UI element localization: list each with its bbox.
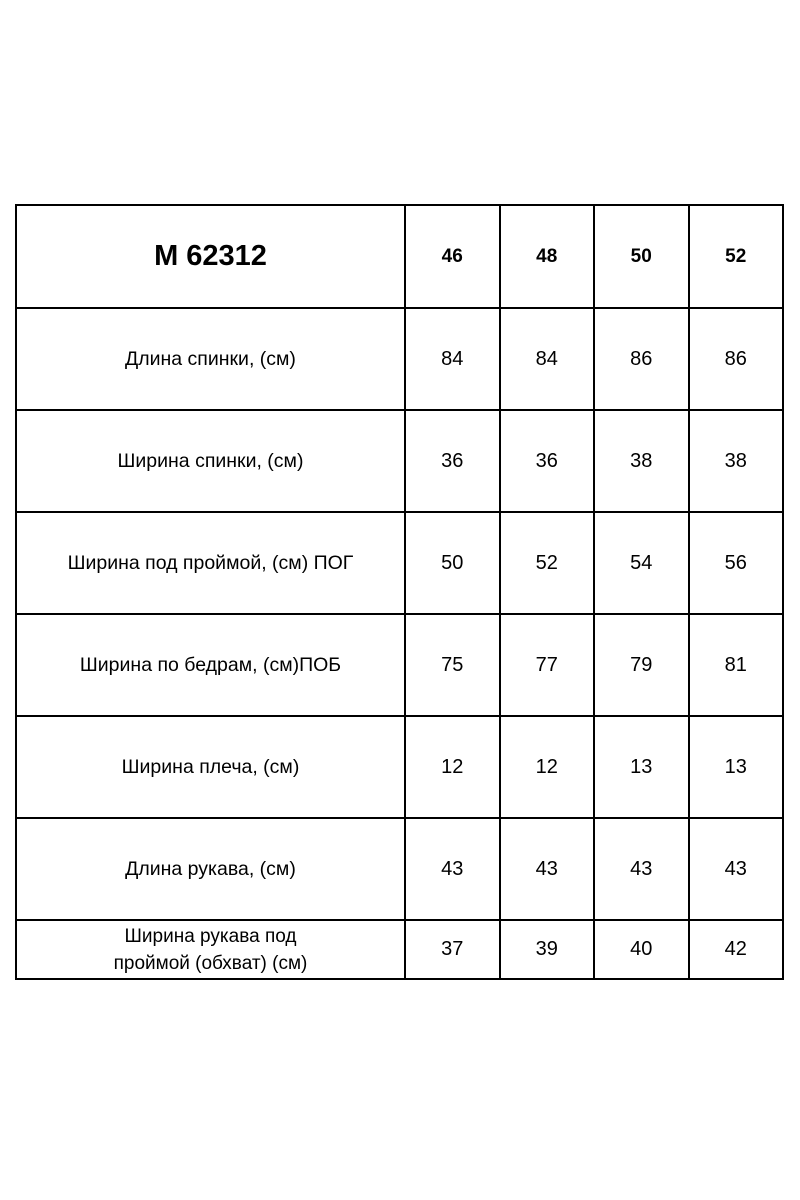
measure-value: 38 xyxy=(630,449,653,472)
measure-value: 86 xyxy=(724,347,747,370)
value-cell xyxy=(500,512,595,614)
measure-value: 43 xyxy=(630,857,653,880)
measure-value: 56 xyxy=(724,551,747,574)
measure-value: 84 xyxy=(535,347,558,370)
value-cell xyxy=(405,818,500,920)
size-header: 52 xyxy=(725,245,747,267)
measure-label: Ширина плеча, (см) xyxy=(121,755,300,778)
value-cell xyxy=(594,716,689,818)
value-cell xyxy=(500,410,595,512)
measure-label: Длина рукава, (см) xyxy=(125,857,296,880)
value-cell xyxy=(405,308,500,410)
value-cell xyxy=(689,308,784,410)
measure-label-cell xyxy=(16,920,405,979)
value-cell xyxy=(689,614,784,716)
value-cell xyxy=(500,818,595,920)
table-row xyxy=(16,818,783,920)
value-cell xyxy=(594,818,689,920)
measure-value: 36 xyxy=(535,449,558,472)
measure-value: 37 xyxy=(441,938,464,960)
value-cell xyxy=(405,716,500,818)
value-cell xyxy=(689,512,784,614)
table-row xyxy=(16,308,783,410)
measure-value: 36 xyxy=(441,449,464,472)
measure-value: 13 xyxy=(630,755,653,778)
measure-value: 12 xyxy=(441,755,464,778)
table-row xyxy=(16,512,783,614)
size-header-cell xyxy=(689,205,784,308)
value-cell xyxy=(500,614,595,716)
measure-label: Ширина под проймой, (см) ПОГ xyxy=(67,551,354,574)
measure-value: 79 xyxy=(630,653,653,676)
size-header-cell xyxy=(500,205,595,308)
model-title-cell xyxy=(16,205,405,308)
measure-value: 75 xyxy=(441,653,464,676)
table-row xyxy=(16,920,783,979)
value-cell xyxy=(405,920,500,979)
measure-label-line: Ширина рукава под xyxy=(124,925,297,947)
measure-label-cell xyxy=(16,614,405,716)
value-cell xyxy=(594,614,689,716)
value-cell xyxy=(689,716,784,818)
measure-value: 39 xyxy=(535,938,558,960)
measure-value: 43 xyxy=(724,857,747,880)
measure-label-cell xyxy=(16,716,405,818)
measure-value: 13 xyxy=(724,755,747,778)
measure-label: Ширина по бедрам, (см)ПОБ xyxy=(79,653,342,676)
size-header-cell xyxy=(405,205,500,308)
value-cell xyxy=(689,920,784,979)
value-cell xyxy=(689,410,784,512)
size-header-cell xyxy=(594,205,689,308)
size-chart-table xyxy=(15,204,784,980)
measure-label-cell xyxy=(16,308,405,410)
measure-value: 40 xyxy=(630,938,653,960)
measure-value: 42 xyxy=(724,938,747,960)
measure-label: Длина спинки, (см) xyxy=(125,347,296,370)
value-cell xyxy=(594,920,689,979)
measure-label: Ширина спинки, (см) xyxy=(117,449,304,472)
size-header: 46 xyxy=(441,245,463,267)
value-cell xyxy=(594,512,689,614)
measure-value: 52 xyxy=(535,551,558,574)
value-cell xyxy=(500,308,595,410)
measure-value: 50 xyxy=(441,551,464,574)
size-header: 48 xyxy=(536,245,558,267)
measure-label-cell xyxy=(16,512,405,614)
value-cell xyxy=(689,818,784,920)
measure-value: 43 xyxy=(441,857,464,880)
value-cell xyxy=(594,410,689,512)
header-row xyxy=(16,205,783,308)
table-row xyxy=(16,716,783,818)
value-cell xyxy=(500,920,595,979)
measure-value: 38 xyxy=(724,449,747,472)
measure-label-cell xyxy=(16,818,405,920)
measure-label-cell xyxy=(16,410,405,512)
value-cell xyxy=(500,716,595,818)
value-cell xyxy=(405,512,500,614)
value-cell xyxy=(405,614,500,716)
size-header: 50 xyxy=(630,245,652,267)
table-row xyxy=(16,614,783,716)
value-cell xyxy=(594,308,689,410)
measure-value: 54 xyxy=(630,551,653,574)
measure-value: 43 xyxy=(535,857,558,880)
measure-value: 12 xyxy=(535,755,558,778)
value-cell xyxy=(405,410,500,512)
measure-value: 84 xyxy=(441,347,464,370)
measure-value: 77 xyxy=(535,653,558,676)
measure-value: 81 xyxy=(724,653,747,676)
measure-value: 86 xyxy=(630,347,653,370)
measure-label-line: проймой (обхват) (см) xyxy=(113,952,308,974)
model-title: М 62312 xyxy=(154,240,267,272)
table-row xyxy=(16,410,783,512)
